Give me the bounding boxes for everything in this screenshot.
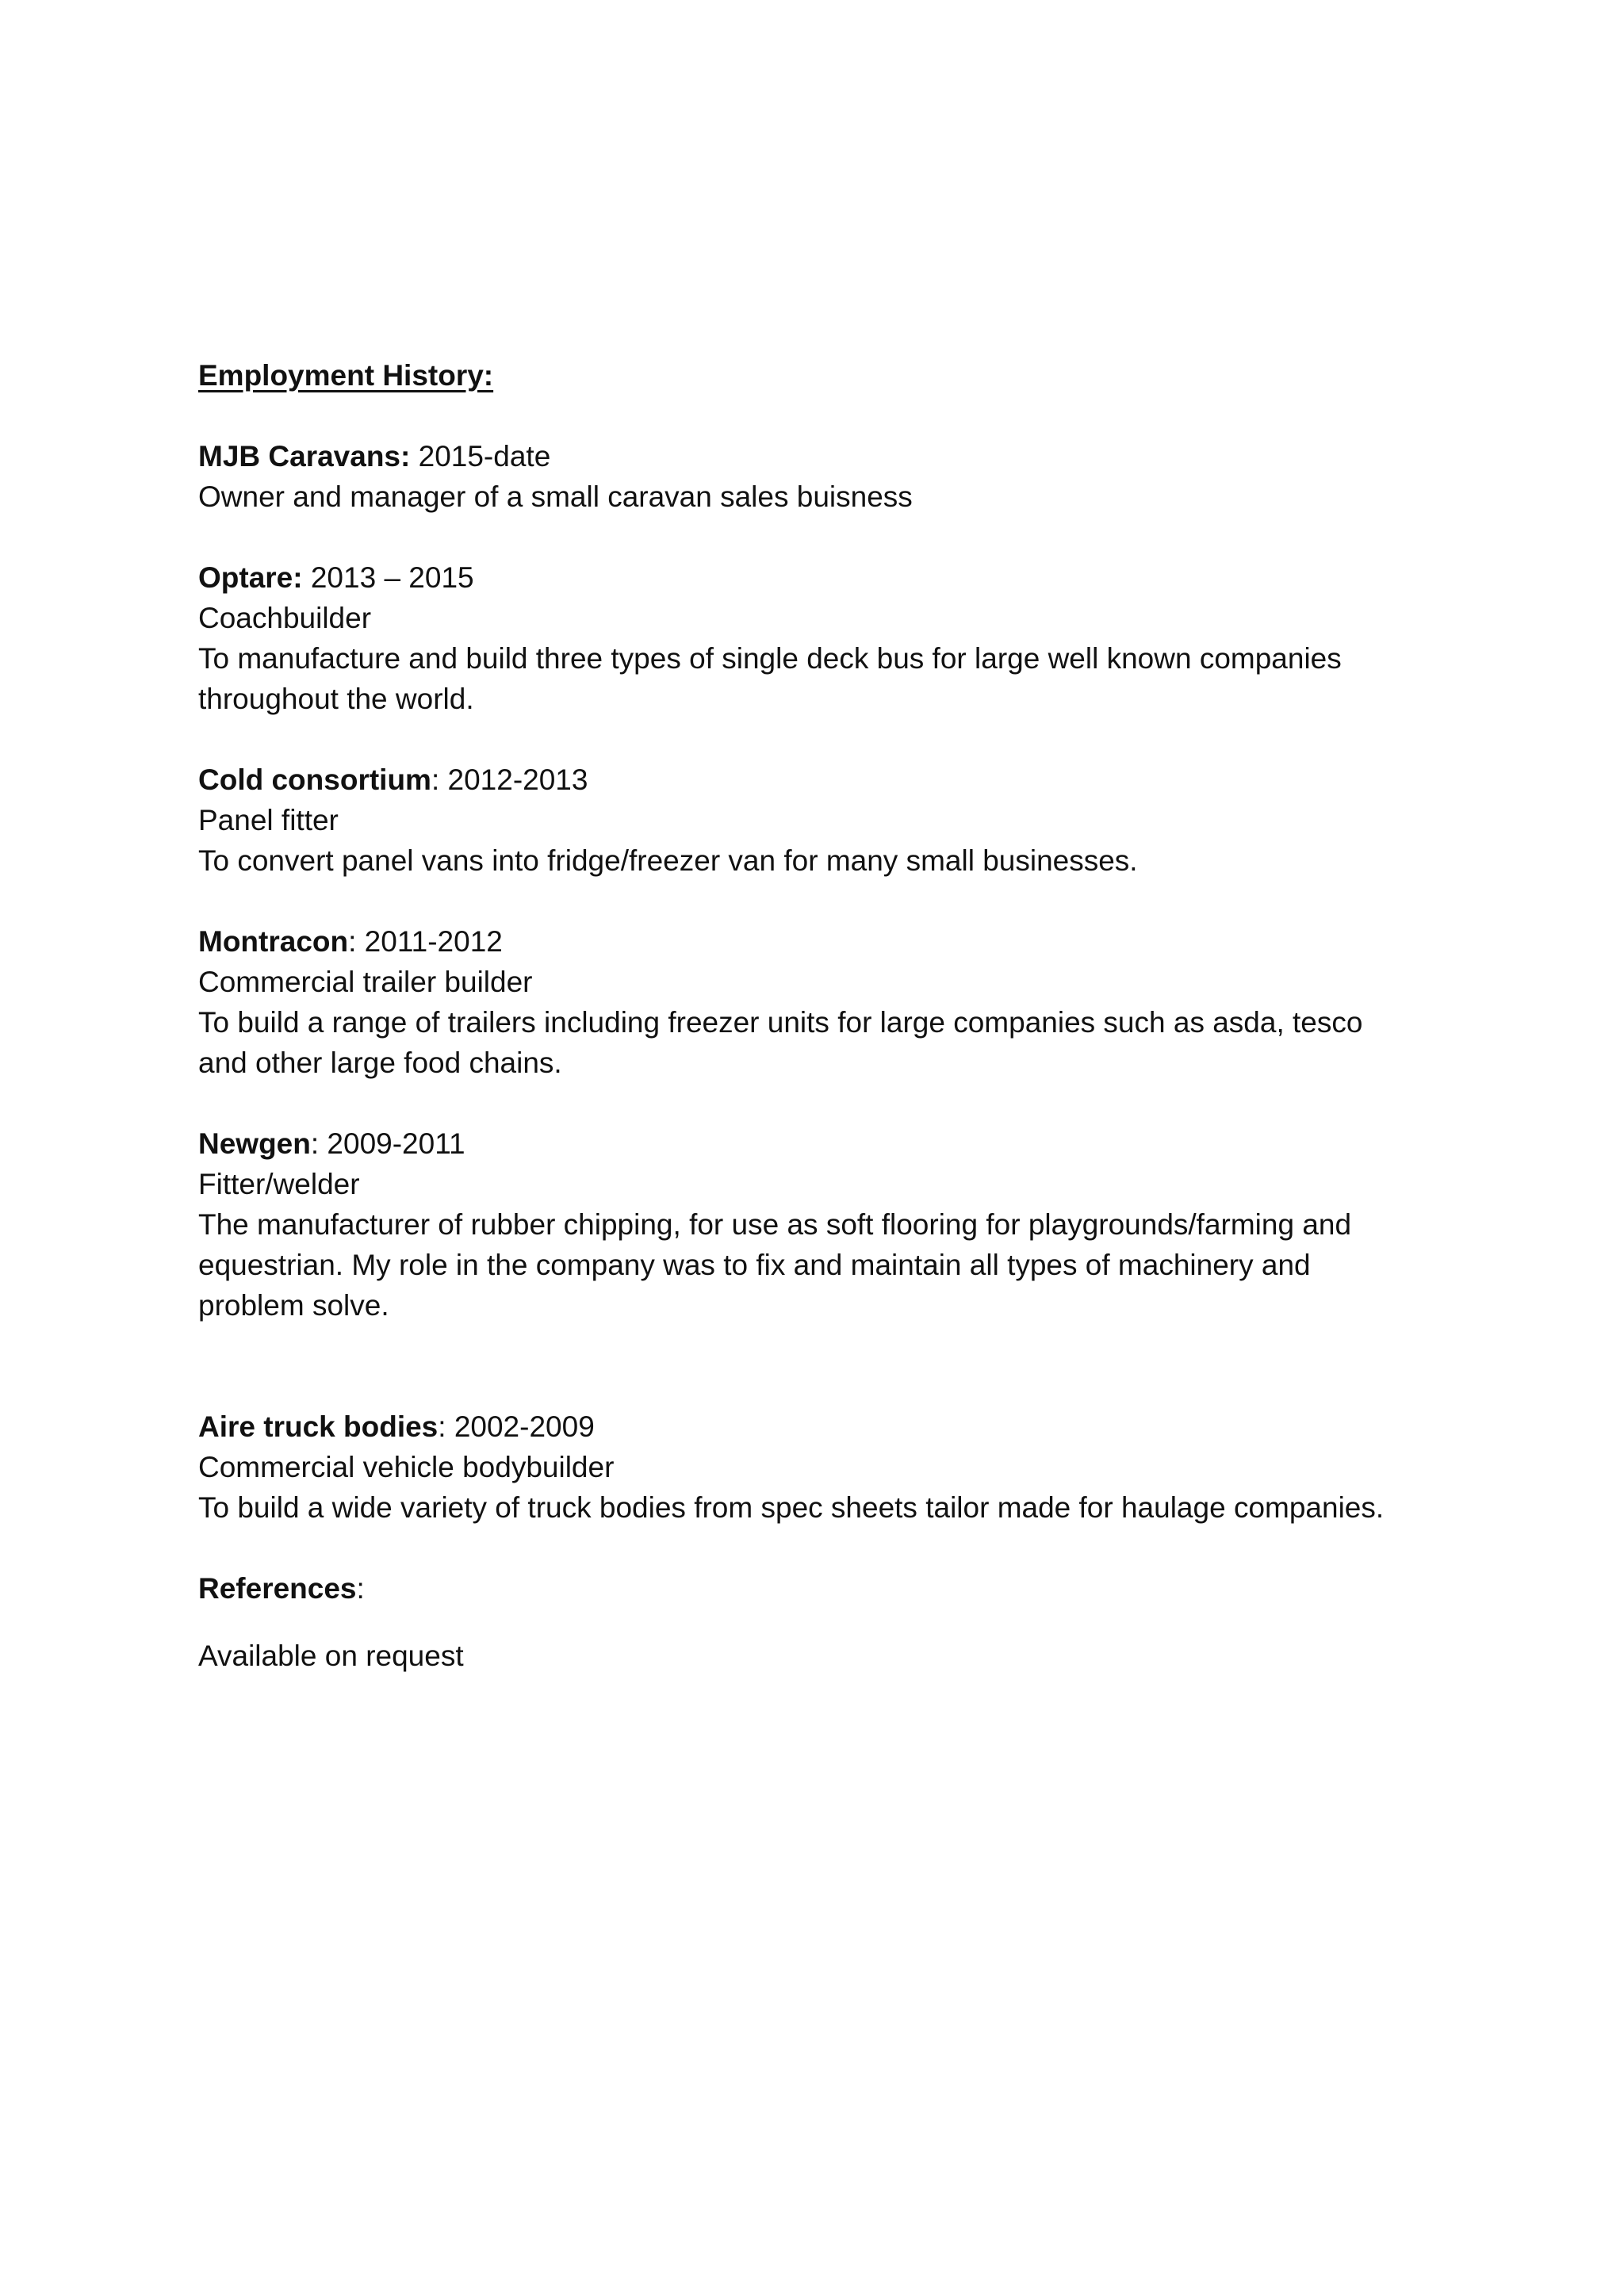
job-header	[198, 1123, 1451, 1164]
job-description-line: and other large food chains.	[198, 1047, 562, 1079]
job-entry-newgen	[198, 1123, 1451, 1326]
job-entry-cold-consortium	[198, 760, 1451, 881]
cv-content	[198, 355, 1451, 1676]
job-title: Commercial vehicle bodybuilder	[198, 1451, 615, 1483]
job-header	[198, 1406, 1451, 1447]
job-description-line: To convert panel vans into fridge/freezer van for many small businesses.	[198, 844, 1138, 877]
job-description-line: Owner and manager of a small caravan sales buisness	[198, 480, 913, 513]
job-dates: : 2011-2012	[348, 925, 503, 958]
job-description-line: equestrian. My role in the company was to fix and maintain all types of machinery and	[198, 1249, 1311, 1281]
job-description-line: The manufacturer of rubber chipping, for use as soft flooring for playgrounds/farming and	[198, 1208, 1352, 1241]
company-name: Cold consortium	[198, 763, 431, 796]
job-header	[198, 760, 1451, 800]
job-dates: : 2002-2009	[438, 1410, 595, 1443]
job-entry-montracon	[198, 921, 1451, 1083]
job-entry-mjb-caravans	[198, 436, 1451, 517]
company-name: MJB Caravans:	[198, 440, 411, 473]
job-description-line: To build a range of trailers including freezer units for large companies such as asda, tesco	[198, 1006, 1363, 1039]
job-title: Panel fitter	[198, 804, 339, 836]
employment-history-heading: Employment History:	[198, 359, 494, 392]
job-dates: 2013 – 2015	[302, 561, 474, 594]
job-description-line: throughout the world.	[198, 683, 474, 715]
company-name: Optare:	[198, 561, 303, 594]
job-header	[198, 557, 1451, 598]
job-description-line: To build a wide variety of truck bodies from spec sheets tailor made for haulage companies.	[198, 1491, 1385, 1524]
job-header	[198, 921, 1451, 962]
job-entry-aire-truck-bodies	[198, 1406, 1451, 1528]
job-description-line: To manufacture and build three types of single deck bus for large well known companies	[198, 642, 1342, 675]
job-title: Fitter/welder	[198, 1168, 360, 1200]
company-name: Aire truck bodies	[198, 1410, 439, 1443]
job-title: Coachbuilder	[198, 602, 372, 634]
references-section	[198, 1568, 1451, 1676]
job-dates: 2015-date	[410, 440, 551, 473]
references-heading	[198, 1568, 1451, 1609]
job-dates: : 2012-2013	[431, 763, 588, 796]
references-label: References	[198, 1572, 357, 1605]
references-colon: :	[356, 1572, 365, 1605]
job-entry-optare	[198, 557, 1451, 719]
job-description-line: problem solve.	[198, 1289, 389, 1322]
job-header	[198, 436, 1451, 476]
job-title: Commercial trailer builder	[198, 966, 533, 998]
references-text: Available on request	[198, 1640, 464, 1672]
company-name: Montracon	[198, 925, 349, 958]
job-dates: : 2009-2011	[310, 1127, 465, 1160]
company-name: Newgen	[198, 1127, 311, 1160]
